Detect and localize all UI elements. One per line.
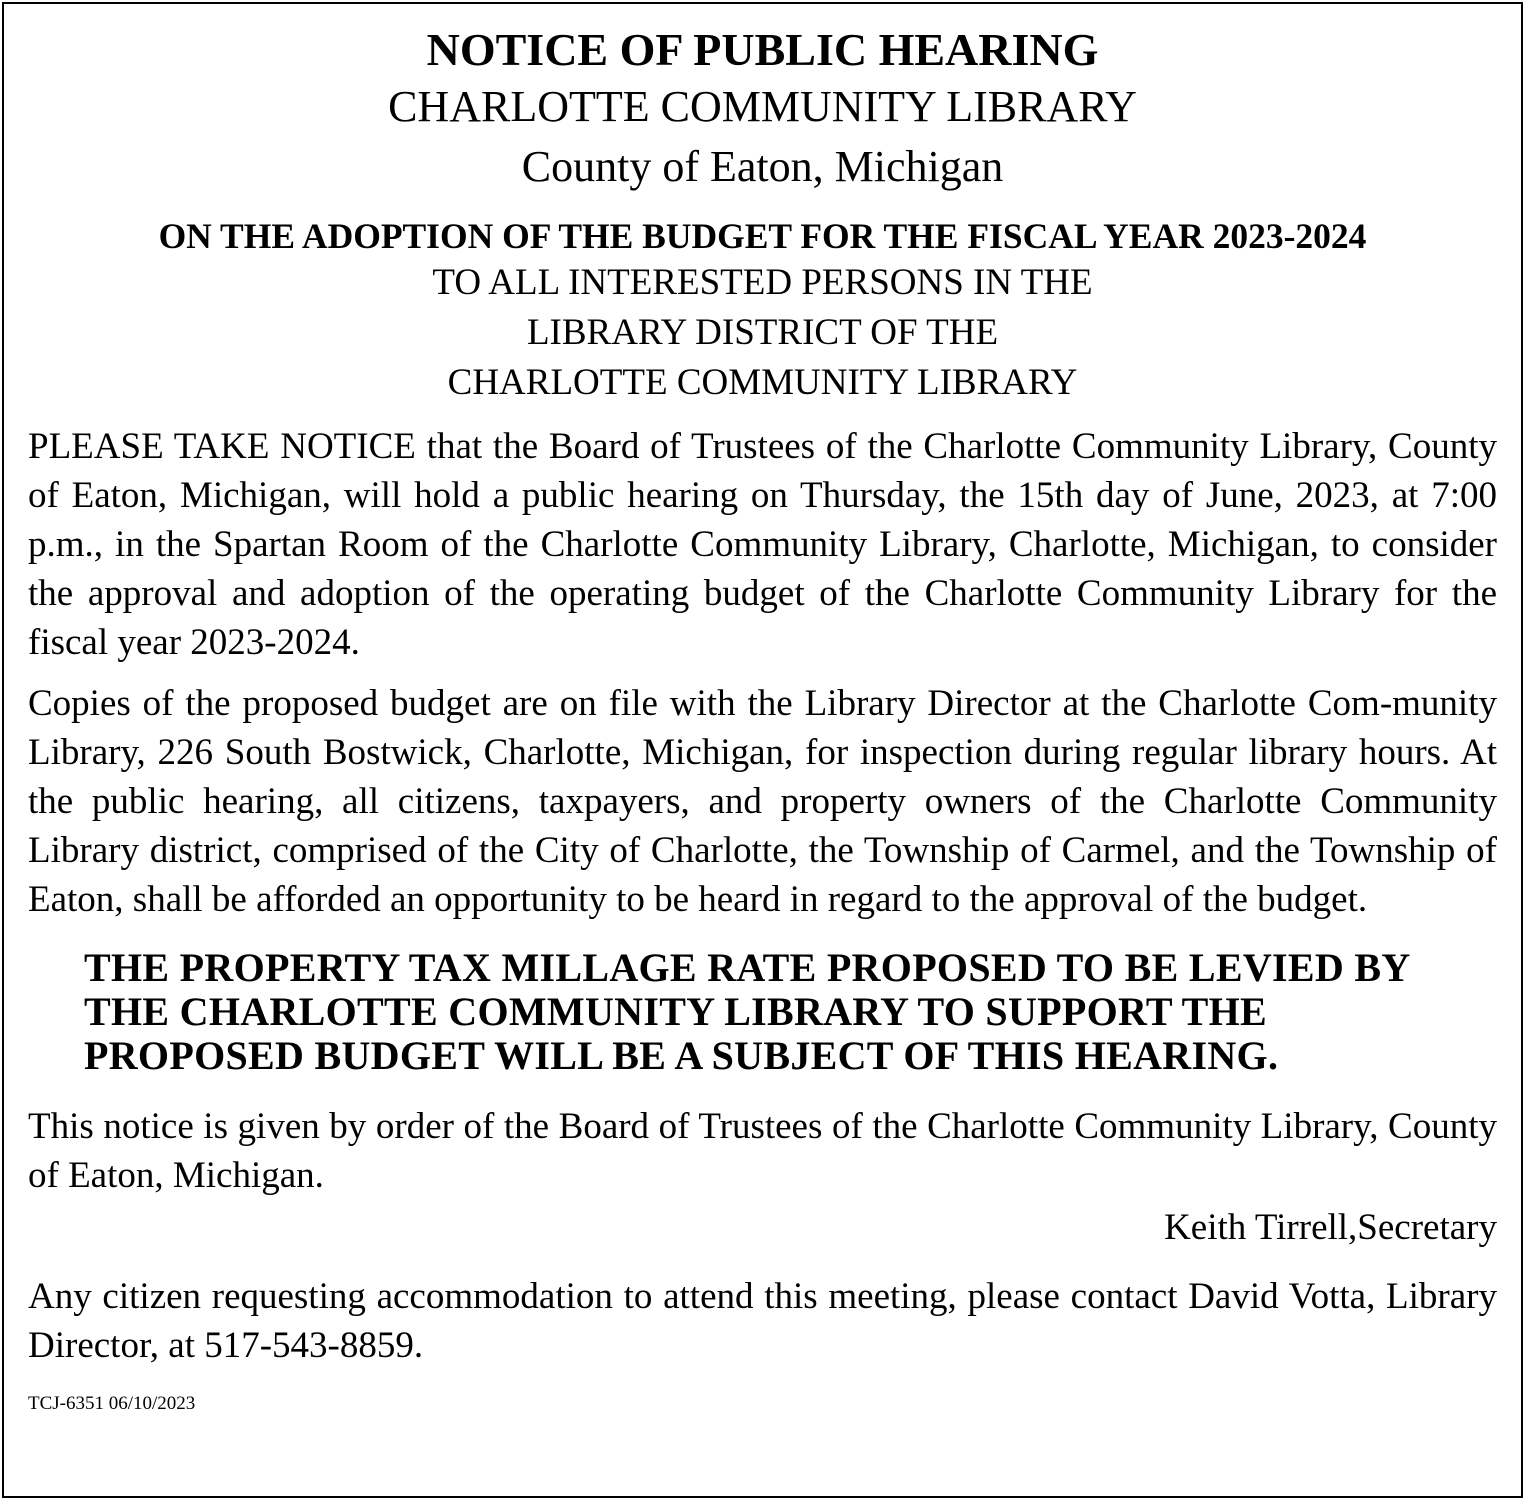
secretary-signature: Keith Tirrell,Secretary (1164, 1207, 1497, 1248)
accommodation-paragraph: Any citizen requesting accommodation to attend this meeting, please contact David Votta, Library Director, at 517-543-8859. (28, 1276, 1497, 1366)
budget-copies-paragraph: Copies of the proposed budget are on file with the Library Director at the Charlotte Com-munity Library, 226 South Bostwick, Charlotte, Michigan, for inspection during regular library hours. At the public hearing, all citizens, taxpayers, and property owners of the Charlotte Community Library district, comprised of the City of Charlotte, the Township of Carmel, and the Township of Eaton, shall be afforded an opportunity to be heard in regard to the approval of the budget. (28, 683, 1497, 920)
millage-rate-notice: THE PROPERTY TAX MILLAGE RATE PROPOSED TO BE LEVIED BY THE CHARLOTTE COMMUNITY LIBRARY TO SUPPORT THE PROPOSED BUDGET WILL BE A SUBJECT OF THIS HEARING. (84, 945, 1410, 1078)
addressee-line-2: LIBRARY DISTRICT OF THE (526, 312, 999, 353)
public-hearing-notice (2, 2, 1523, 1498)
addressee-line-3: CHARLOTTE COMMUNITY LIBRARY (447, 362, 1078, 403)
notice-title: NOTICE OF PUBLIC HEARING (426, 24, 1099, 75)
publication-reference: TCJ-6351 06/10/2023 (28, 1393, 196, 1414)
hearing-notice-paragraph: PLEASE TAKE NOTICE that the Board of Trustees of the Charlotte Community Library, County of Eaton, Michigan, will hold a public hearing on Thursday, the 15th day of June, 2023, at 7:00 p.m., in the Spartan Room of the Charlotte Community Library, Charlotte, Michigan, to consider the approval and adoption of the operating budget of the Charlotte Community Library for the fiscal year 2023-2024. (28, 426, 1497, 663)
addressee-line-1: TO ALL INTERESTED PERSONS IN THE (432, 262, 1093, 303)
budget-adoption-heading: ON THE ADOPTION OF THE BUDGET FOR THE FISCAL YEAR 2023-2024 (158, 216, 1367, 256)
county-heading: County of Eaton, Michigan (521, 142, 1004, 191)
order-paragraph: This notice is given by order of the Board of Trustees of the Charlotte Community Library, County of Eaton, Michigan. (28, 1106, 1497, 1196)
library-name-heading: CHARLOTTE COMMUNITY LIBRARY (388, 82, 1137, 131)
